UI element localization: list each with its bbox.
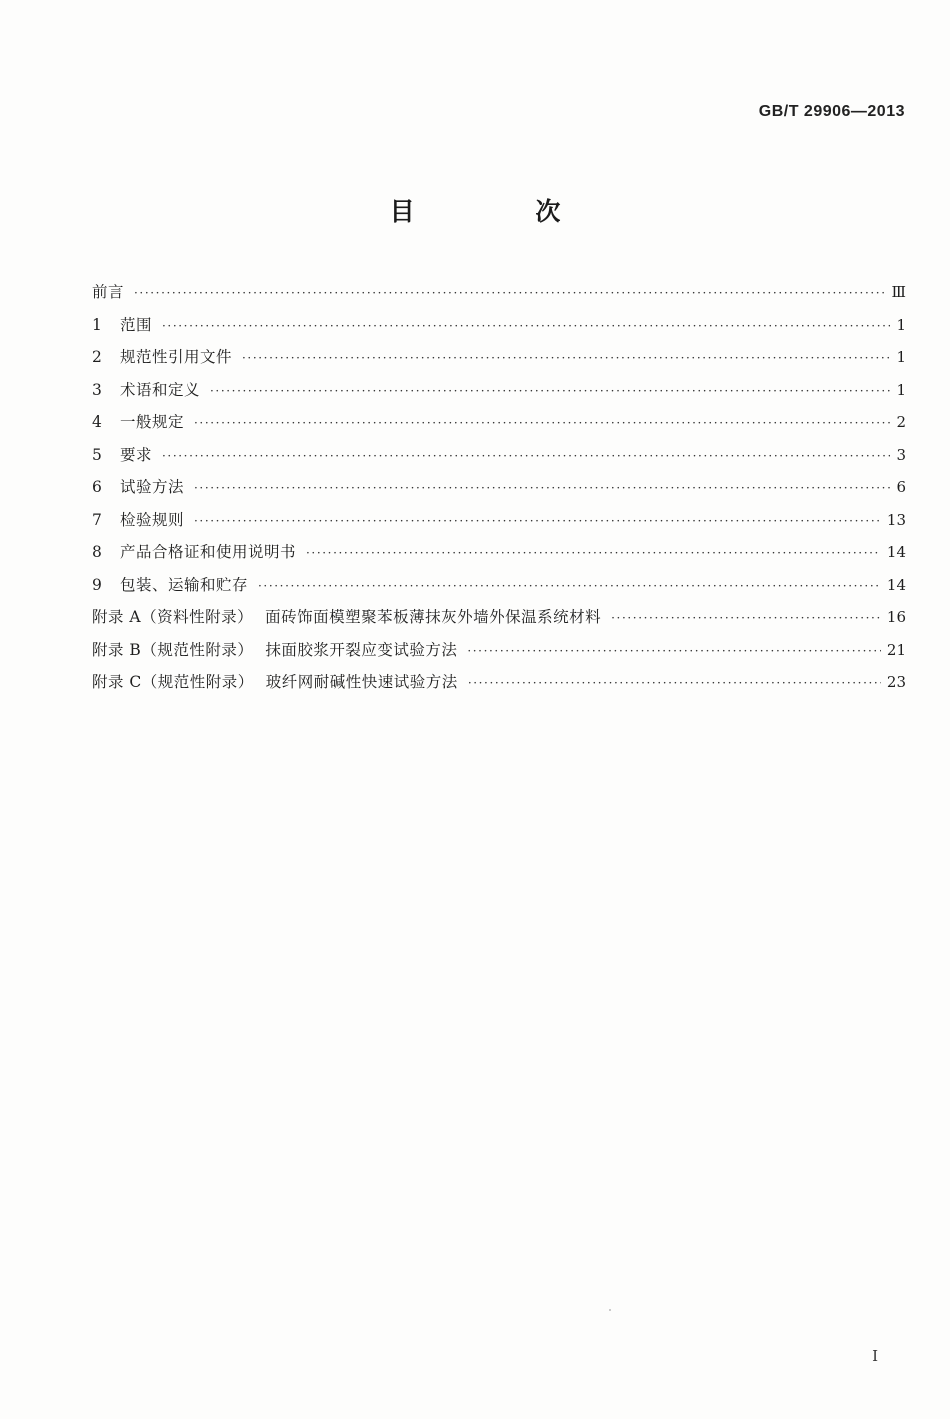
toc-entry[interactable]: [92, 670, 906, 703]
toc-entry-title: 要求: [120, 445, 153, 464]
toc-entry-title: 术语和定义: [120, 380, 201, 399]
toc-entry[interactable]: [92, 638, 906, 671]
toc-entry-page: 16: [886, 608, 906, 626]
toc-entry[interactable]: [92, 280, 906, 313]
toc-entry-number: 2: [92, 348, 102, 366]
toc-leader-dots: [162, 319, 890, 333]
toc-entry-number: 1: [92, 315, 102, 334]
toc-entry-label: [120, 573, 248, 595]
toc-entry[interactable]: [92, 345, 906, 378]
toc-entry-title: 附录 A（资料性附录）: [92, 608, 254, 626]
toc-entry-title: 检验规则: [120, 510, 185, 529]
page-title: 目 次: [389, 197, 617, 226]
toc-entry[interactable]: [92, 508, 906, 541]
toc-leader-dots: [210, 384, 890, 398]
toc-entry-page: 14: [886, 543, 906, 561]
toc-entry-subtitle: 抹面胶浆开裂应变试验方法: [265, 640, 458, 659]
toc-leader-dots: [162, 449, 890, 463]
toc-entry-number: 6: [92, 478, 102, 496]
toc-entry-number: 9: [92, 575, 102, 594]
toc-leader-dots: [194, 416, 890, 430]
toc-entry-title: 范围: [120, 315, 153, 334]
toc-leader-dots: [467, 644, 881, 658]
toc-entry-title: 产品合格证和使用说明书: [120, 543, 297, 561]
toc-entry-page: 1: [896, 380, 906, 399]
toc-entry[interactable]: [92, 443, 906, 476]
toc-entry-subtitle: 面砖饰面模塑聚苯板薄抹灰外墙外保温系统材料: [265, 608, 602, 626]
toc-entry-label: [120, 443, 152, 465]
toc-leader-dots: [242, 351, 890, 365]
table-of-contents: [92, 280, 906, 703]
toc-entry-number: 3: [92, 380, 102, 399]
toc-entry-label: [120, 378, 200, 400]
toc-leader-dots: [468, 676, 881, 690]
toc-entry-number: 7: [92, 510, 102, 529]
toc-entry-title: 一般规定: [120, 413, 185, 431]
standard-code: GB/T 29906—2013: [758, 103, 905, 120]
toc-entry[interactable]: [92, 378, 906, 411]
scan-speck: [609, 1309, 611, 1311]
toc-entry-label: [120, 410, 184, 432]
toc-leader-dots: [258, 579, 881, 593]
toc-entry-number: 5: [92, 445, 102, 464]
toc-entry-label: [92, 280, 124, 302]
toc-entry-page: 2: [896, 413, 906, 431]
toc-entry-label: [120, 540, 296, 562]
toc-entry-page: 13: [886, 510, 906, 529]
toc-entry[interactable]: [92, 573, 906, 606]
toc-entry-label: [92, 638, 457, 660]
toc-entry-title: 试验方法: [120, 478, 185, 496]
toc-leader-dots: [611, 611, 881, 625]
page-number: I: [872, 1347, 878, 1365]
toc-leader-dots: [194, 514, 881, 528]
toc-entry[interactable]: [92, 540, 906, 573]
toc-entry-label: [92, 670, 458, 692]
toc-entry-page: 3: [896, 445, 906, 464]
toc-entry-label: [120, 313, 152, 335]
toc-entry-number: 8: [92, 543, 102, 561]
toc-entry[interactable]: [92, 410, 906, 443]
toc-entry-label: [120, 345, 232, 367]
toc-leader-dots: [134, 286, 886, 300]
toc-entry-page: 1: [896, 315, 906, 334]
toc-entry-page: 1: [896, 348, 906, 366]
toc-entry-label: [120, 475, 184, 497]
toc-entry-title: 附录 B（规范性附录）: [92, 640, 254, 659]
toc-entry-page: 6: [896, 478, 906, 496]
toc-entry-title: 附录 C（规范性附录）: [92, 673, 254, 691]
toc-entry[interactable]: [92, 313, 906, 346]
toc-entry-title: 包装、运输和贮存: [120, 575, 249, 594]
toc-entry-page: 21: [886, 640, 906, 659]
toc-leader-dots: [194, 481, 890, 495]
toc-entry[interactable]: [92, 605, 906, 638]
toc-entry-number: 4: [92, 413, 102, 431]
toc-leader-dots: [306, 546, 881, 560]
toc-entry-page: 14: [886, 575, 906, 594]
toc-entry-label: [92, 605, 601, 627]
toc-entry-title: 规范性引用文件: [120, 348, 233, 366]
toc-entry-subtitle: 玻纤网耐碱性快速试验方法: [265, 673, 458, 691]
toc-entry[interactable]: [92, 475, 906, 508]
toc-entry-label: [120, 508, 184, 530]
toc-entry-page: 23: [886, 673, 906, 691]
toc-entry-page: Ⅲ: [891, 283, 906, 301]
toc-entry-title: 前言: [92, 283, 125, 301]
